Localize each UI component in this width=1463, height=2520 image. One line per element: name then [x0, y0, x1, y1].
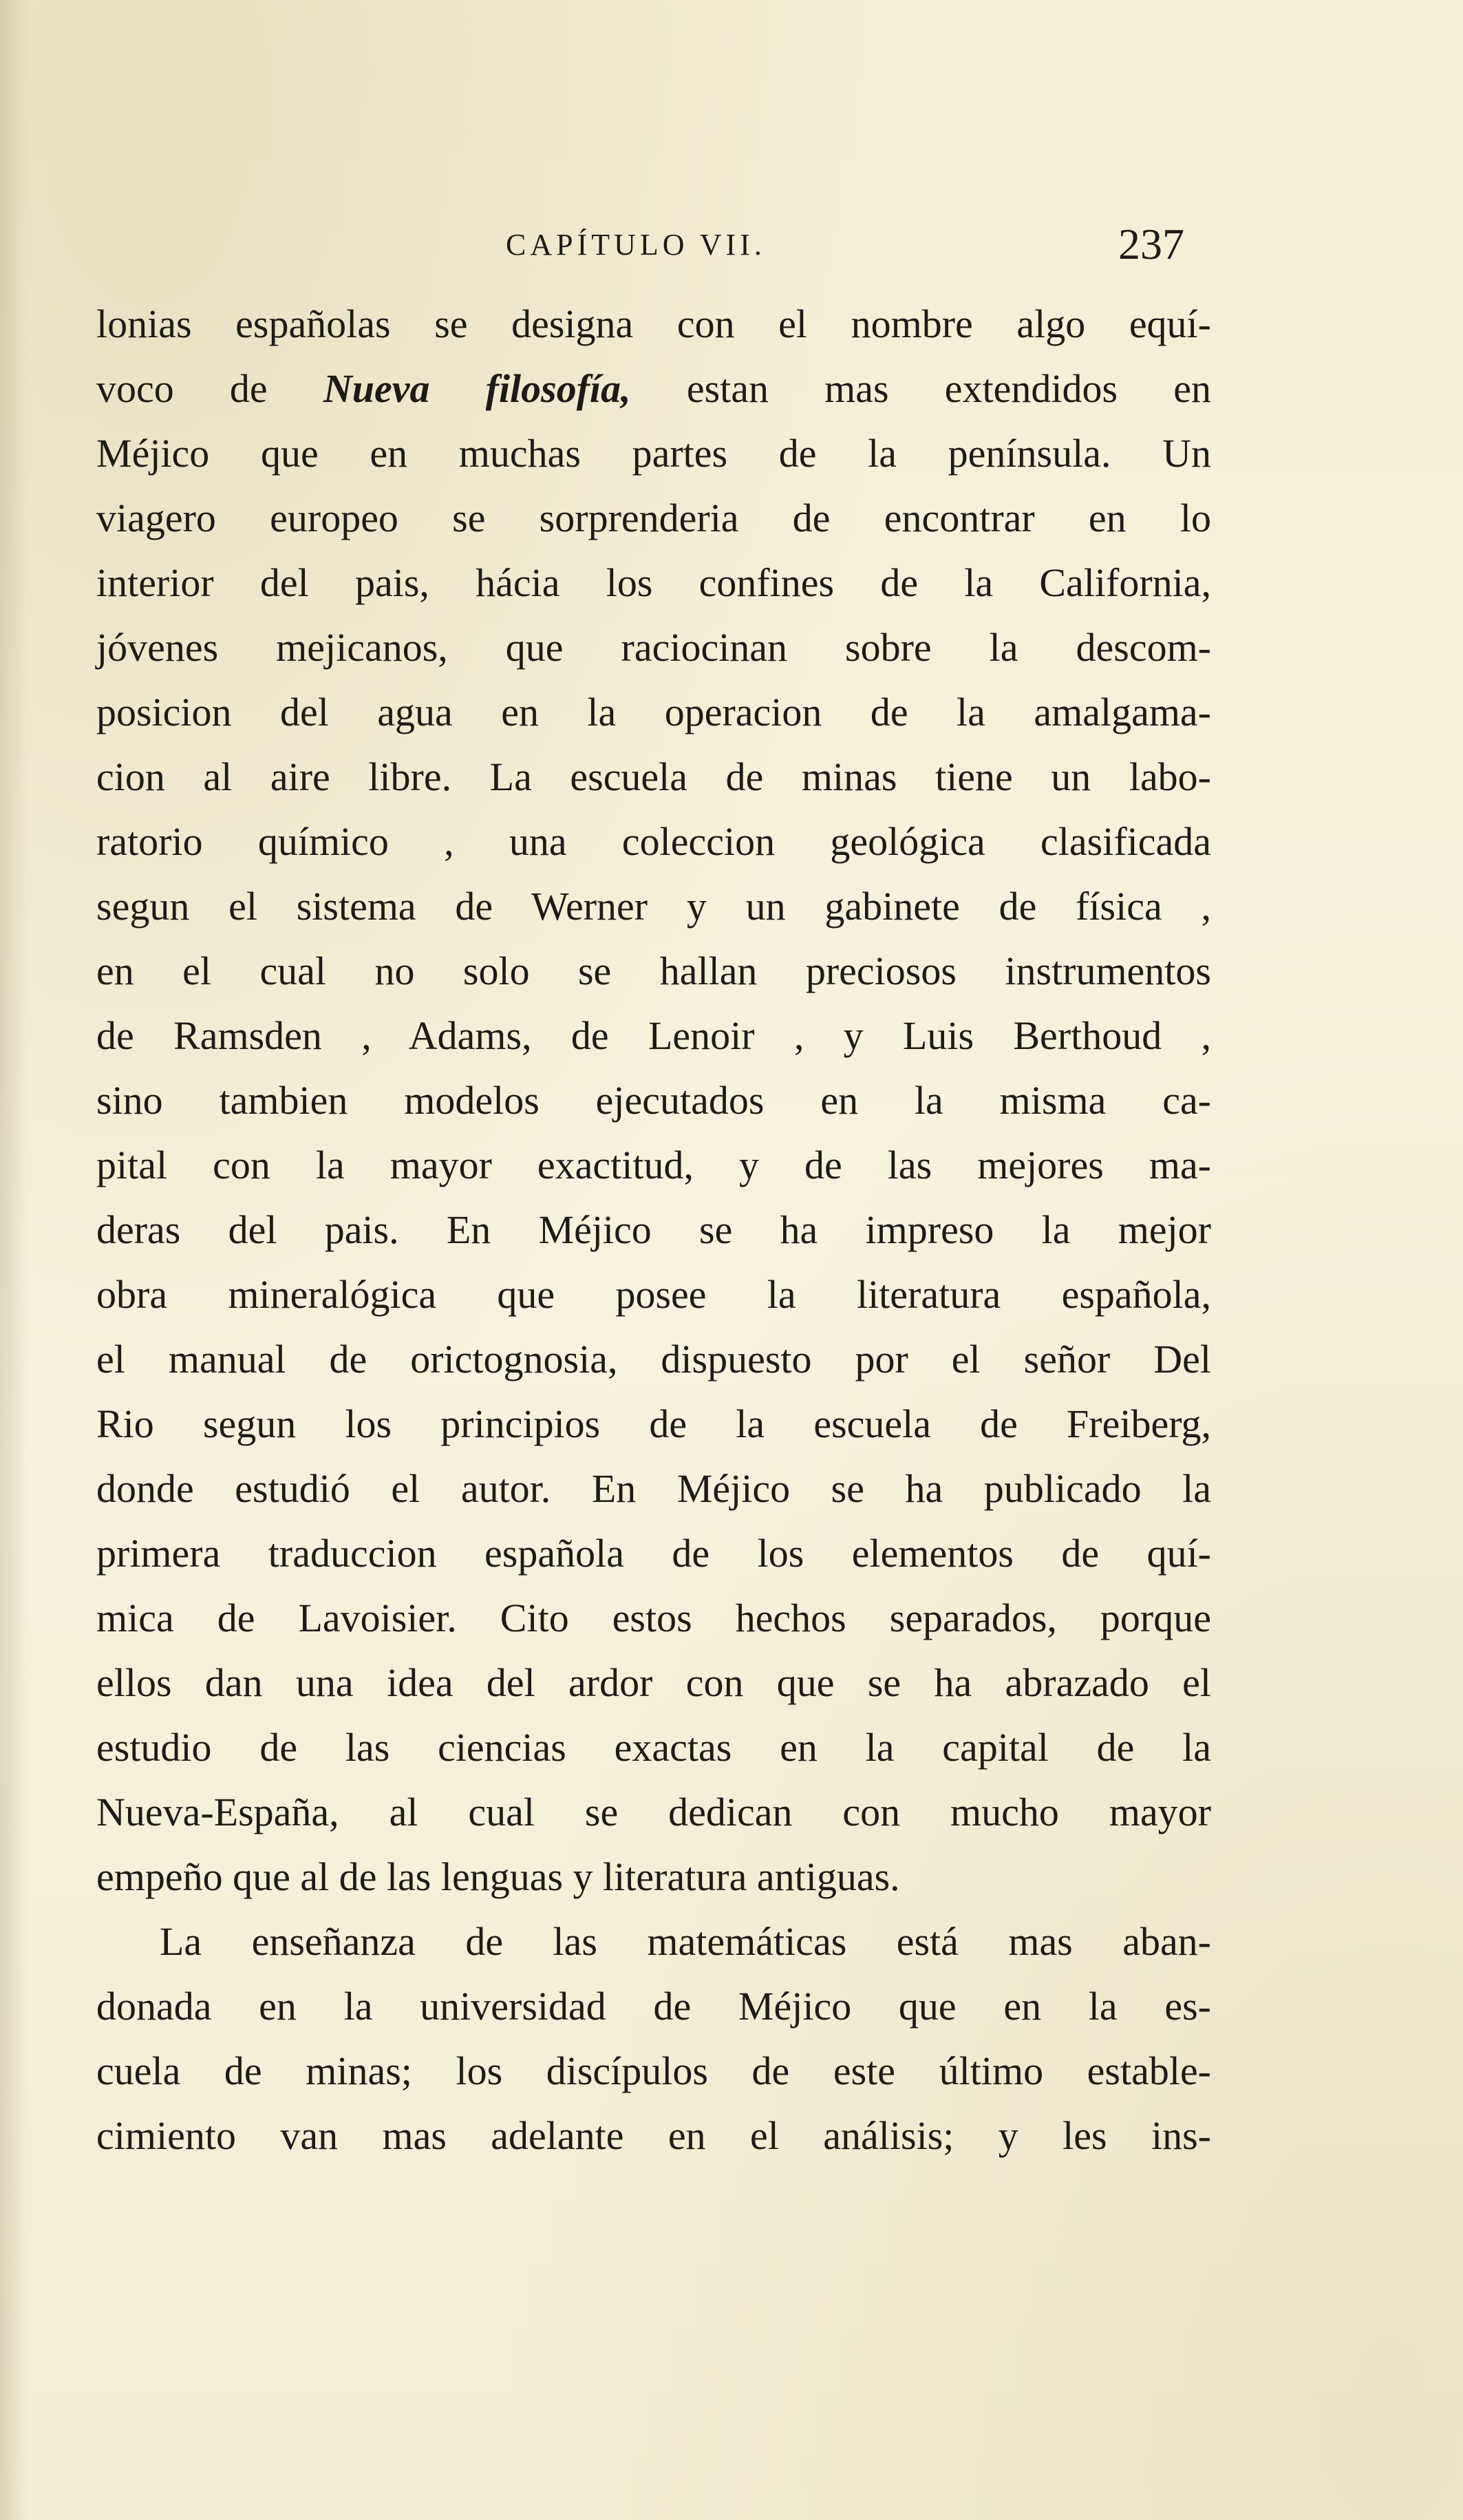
text-line: cuela de minas; los discípulos de este último estable- [96, 2048, 1211, 2093]
text-line: primera traduccion española de los elementos de quí- [96, 1531, 1211, 1576]
text-line: Méjico que en muchas partes de la península. Un [96, 431, 1211, 476]
chapter-heading: CAPÍTULO VII. [506, 228, 766, 262]
text-line: en el cual no solo se hallan preciosos instrumentos [96, 949, 1211, 993]
text-line: deras del pais. En Méjico se ha impreso la mejor [96, 1207, 1211, 1252]
text-line: mica de Lavoisier. Cito estos hechos separados, porque [96, 1596, 1211, 1640]
text-segment: voco de [96, 366, 268, 411]
running-head [0, 219, 1463, 274]
page-number: 237 [1118, 220, 1184, 268]
paragraph-first-line: La enseñanza de las matemáticas está mas aban- [160, 1919, 1211, 1964]
text-line: donde estudió el autor. En Méjico se ha publicado la [96, 1466, 1211, 1511]
text-line: donada en la universidad de Méjico que en la es- [96, 1984, 1211, 2029]
text-line: cimiento van mas adelante en el análisis; y les ins- [96, 2113, 1211, 2158]
binding-edge-shadow [0, 0, 28, 2520]
text-line: Rio segun los principios de la escuela de Freiberg, [96, 1401, 1211, 1446]
text-line: pital con la mayor exactitud, y de las mejores ma- [96, 1143, 1211, 1187]
text-line: interior del pais, hácia los confines de la California, [96, 560, 1211, 605]
text-line: viagero europeo se sorprenderia de encontrar en lo [96, 496, 1211, 540]
text-line: segun el sistema de Werner y un gabinete de física , [96, 884, 1211, 929]
text-line: lonias españolas se designa con el nombre algo equí- [96, 301, 1211, 346]
text-line [96, 357, 1211, 421]
paragraph-last-line: empeño que al de las lenguas y literatura antiguas. [96, 1854, 900, 1899]
text-line: estudio de las ciencias exactas en la capital de la [96, 1725, 1211, 1770]
text-line: de Ramsden , Adams, de Lenoir , y Luis Berthoud , [96, 1013, 1211, 1058]
text-line: Nueva-España, al cual se dedican con mucho mayor [96, 1790, 1211, 1834]
text-line: el manual de orictognosia, dispuesto por el señor Del [96, 1337, 1211, 1381]
text-line: sino tambien modelos ejecutados en la misma ca- [96, 1078, 1211, 1123]
body-text [96, 292, 1211, 2168]
text-line: cion al aire libre. La escuela de minas tiene un labo- [96, 754, 1211, 799]
italic-title: Nueva filosofía, [323, 366, 631, 411]
text-line: jóvenes mejicanos, que raciocinan sobre la descom- [96, 625, 1211, 670]
text-line: ratorio químico , una coleccion geológica clasificada [96, 819, 1211, 864]
text-line: posicion del agua en la operacion de la amalgama- [96, 690, 1211, 734]
text-line: ellos dan una idea del ardor con que se ha abrazado el [96, 1660, 1211, 1705]
text-line: obra mineralógica que posee la literatura española, [96, 1272, 1211, 1317]
text-segment: estan mas extendidos en [686, 366, 1211, 411]
